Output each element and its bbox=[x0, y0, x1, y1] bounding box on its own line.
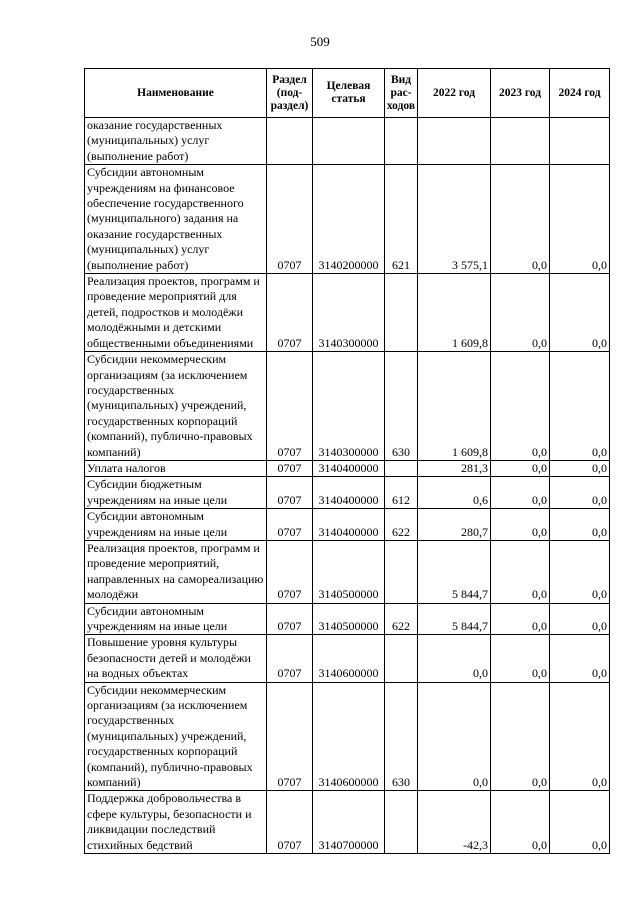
cell-target: 3140700000 bbox=[313, 791, 385, 854]
cell-2022: 5 844,7 bbox=[418, 603, 491, 635]
cell-name: Реализация проектов, программ и проведение мероприятий, направленных на самореализацию молодёжи bbox=[85, 540, 267, 603]
cell-2024: 0,0 bbox=[550, 274, 610, 352]
cell-2022: 0,6 bbox=[418, 477, 491, 509]
cell-2023: 0,0 bbox=[491, 540, 550, 603]
cell-name: Уплата налогов bbox=[85, 460, 267, 476]
cell-expense-type bbox=[385, 540, 418, 603]
cell-2024: 0,0 bbox=[550, 540, 610, 603]
header-2024: 2024 год bbox=[550, 69, 610, 118]
cell-2023: 0,0 bbox=[491, 460, 550, 476]
cell-section bbox=[267, 118, 313, 165]
page-number: 509 bbox=[310, 34, 330, 49]
cell-2024: 0,0 bbox=[550, 603, 610, 635]
cell-target: 3140400000 bbox=[313, 509, 385, 541]
cell-2024: 0,0 bbox=[550, 352, 610, 461]
cell-2023: 0,0 bbox=[491, 274, 550, 352]
cell-name: оказание государственных (муниципальных) услуг (выполнение работ) bbox=[85, 118, 267, 165]
header-2023: 2023 год bbox=[491, 69, 550, 118]
cell-target: 3140600000 bbox=[313, 682, 385, 791]
cell-section: 0707 bbox=[267, 509, 313, 541]
cell-name: Реализация проектов, программ и проведение мероприятий для детей, подростков и молодёжи молодёжными и детскими общественными объединениями bbox=[85, 274, 267, 352]
header-section: Раздел (под-раздел) bbox=[267, 69, 313, 118]
cell-2023: 0,0 bbox=[491, 352, 550, 461]
cell-target: 3140400000 bbox=[313, 477, 385, 509]
cell-expense-type: 622 bbox=[385, 509, 418, 541]
cell-2023: 0,0 bbox=[491, 603, 550, 635]
cell-name: Субсидии автономным учреждениям на иные цели bbox=[85, 603, 267, 635]
cell-name: Субсидии бюджетным учреждениям на иные цели bbox=[85, 477, 267, 509]
cell-2022: 0,0 bbox=[418, 682, 491, 791]
cell-expense-type bbox=[385, 274, 418, 352]
cell-2023: 0,0 bbox=[491, 682, 550, 791]
cell-2022: 0,0 bbox=[418, 635, 491, 682]
cell-target: 3140200000 bbox=[313, 165, 385, 274]
cell-2023: 0,0 bbox=[491, 509, 550, 541]
table-row bbox=[85, 460, 610, 476]
cell-target: 3140500000 bbox=[313, 540, 385, 603]
table-row bbox=[85, 509, 610, 541]
budget-table bbox=[84, 68, 610, 854]
cell-expense-type: 630 bbox=[385, 682, 418, 791]
table-row bbox=[85, 682, 610, 791]
table-row bbox=[85, 791, 610, 854]
cell-target: 3140600000 bbox=[313, 635, 385, 682]
table-row bbox=[85, 274, 610, 352]
cell-2024 bbox=[550, 118, 610, 165]
cell-section: 0707 bbox=[267, 635, 313, 682]
cell-expense-type bbox=[385, 791, 418, 854]
cell-name: Субсидии некоммерческим организациям (за исключением государственных (муниципальных) учреждений, государственных корпораций (компаний), публично-правовых компаний) bbox=[85, 682, 267, 791]
header-target: Целевая статья bbox=[313, 69, 385, 118]
header-2022: 2022 год bbox=[418, 69, 491, 118]
table-row bbox=[85, 118, 610, 165]
table-row bbox=[85, 477, 610, 509]
header-name: Наименование bbox=[85, 69, 267, 118]
cell-section: 0707 bbox=[267, 165, 313, 274]
cell-section: 0707 bbox=[267, 603, 313, 635]
cell-name: Повышение уровня культуры безопасности детей и молодёжи на водных объектах bbox=[85, 635, 267, 682]
table-row bbox=[85, 165, 610, 274]
cell-expense-type bbox=[385, 460, 418, 476]
cell-2022: 1 609,8 bbox=[418, 274, 491, 352]
cell-2023: 0,0 bbox=[491, 165, 550, 274]
cell-name: Субсидии автономным учреждениям на финансовое обеспечение государственного (муниципального) задания на оказание государственных (муниципальных) услуг (выполнение работ) bbox=[85, 165, 267, 274]
cell-section: 0707 bbox=[267, 352, 313, 461]
cell-target: 3140500000 bbox=[313, 603, 385, 635]
cell-name: Субсидии некоммерческим организациям (за исключением государственных (муниципальных) учреждений, государственных корпораций (компаний), публично-правовых компаний) bbox=[85, 352, 267, 461]
table-row bbox=[85, 603, 610, 635]
table-header-row bbox=[85, 69, 610, 118]
cell-2024: 0,0 bbox=[550, 477, 610, 509]
table-row bbox=[85, 352, 610, 461]
cell-target: 3140400000 bbox=[313, 460, 385, 476]
cell-2023: 0,0 bbox=[491, 477, 550, 509]
cell-2024: 0,0 bbox=[550, 509, 610, 541]
cell-2023: 0,0 bbox=[491, 635, 550, 682]
cell-section: 0707 bbox=[267, 682, 313, 791]
cell-expense-type: 621 bbox=[385, 165, 418, 274]
cell-section: 0707 bbox=[267, 791, 313, 854]
cell-2024: 0,0 bbox=[550, 791, 610, 854]
cell-2023 bbox=[491, 118, 550, 165]
cell-2022: 280,7 bbox=[418, 509, 491, 541]
cell-2023: 0,0 bbox=[491, 791, 550, 854]
cell-expense-type bbox=[385, 118, 418, 165]
cell-target: 3140300000 bbox=[313, 274, 385, 352]
header-expense-type: Вид рас-ходов bbox=[385, 69, 418, 118]
cell-name: Субсидии автономным учреждениям на иные цели bbox=[85, 509, 267, 541]
cell-section: 0707 bbox=[267, 274, 313, 352]
cell-expense-type: 630 bbox=[385, 352, 418, 461]
cell-2022: 3 575,1 bbox=[418, 165, 491, 274]
cell-expense-type bbox=[385, 635, 418, 682]
cell-expense-type: 622 bbox=[385, 603, 418, 635]
cell-2022: 281,3 bbox=[418, 460, 491, 476]
cell-name: Поддержка добровольчества в сфере культуры, безопасности и ликвидации последствий стихийных бедствий bbox=[85, 791, 267, 854]
cell-expense-type: 612 bbox=[385, 477, 418, 509]
cell-section: 0707 bbox=[267, 477, 313, 509]
cell-2024: 0,0 bbox=[550, 682, 610, 791]
cell-section: 0707 bbox=[267, 540, 313, 603]
cell-2024: 0,0 bbox=[550, 635, 610, 682]
table-row bbox=[85, 635, 610, 682]
cell-2024: 0,0 bbox=[550, 165, 610, 274]
cell-target: 3140300000 bbox=[313, 352, 385, 461]
cell-section: 0707 bbox=[267, 460, 313, 476]
table-row bbox=[85, 540, 610, 603]
cell-2022: -42,3 bbox=[418, 791, 491, 854]
cell-2022: 1 609,8 bbox=[418, 352, 491, 461]
cell-target bbox=[313, 118, 385, 165]
cell-2024: 0,0 bbox=[550, 460, 610, 476]
cell-2022 bbox=[418, 118, 491, 165]
cell-2022: 5 844,7 bbox=[418, 540, 491, 603]
